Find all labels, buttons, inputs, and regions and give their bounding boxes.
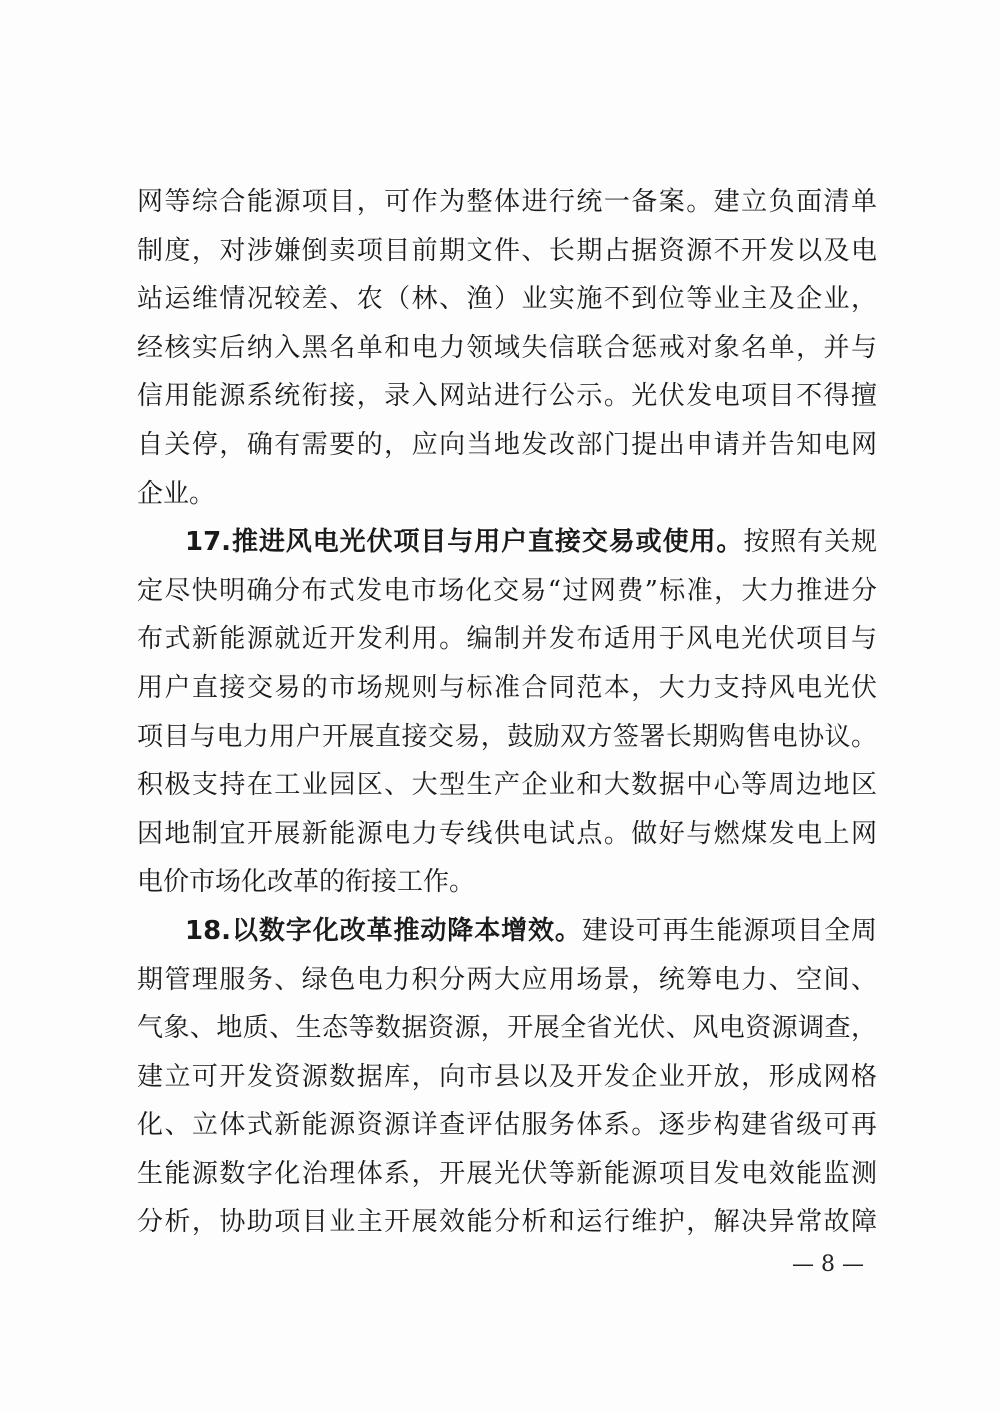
text-line-first [137, 907, 877, 956]
text-line: 布式新能源就近开发利用。编制并发布适用于风电光伏项目与 [137, 624, 877, 655]
text-line: 积极支持在工业园区、大型生产企业和大数据中心等周边地区 [137, 770, 877, 801]
text-line: 生能源数字化治理体系，开展光伏等新能源项目发电效能监测 [137, 1158, 877, 1189]
text-line-first [137, 518, 877, 567]
text-line: 建立可开发资源数据库，向市县以及开发企业开放，形成网格 [137, 1061, 877, 1092]
item-heading-18: 18.以数字化改革推动降本增效。 [185, 915, 582, 946]
text-line: 信用能源系统衔接，录入网站进行公示。光伏发电项目不得擅 [137, 381, 877, 412]
item-first-line-text: 按照有关规 [743, 527, 877, 558]
paragraph-continuation [137, 178, 877, 518]
text-line: 网等综合能源项目，可作为整体进行统一备案。建立负面清单 [137, 187, 877, 217]
text-line: 定尽快明确分布式发电市场化交易“过网费”标准，大力推进分 [137, 575, 877, 606]
page-number: — 8 — [792, 1252, 864, 1277]
text-line: 制度，对涉嫌倒卖项目前期文件、长期占据资源不开发以及电 [137, 235, 877, 266]
text-line: 企业。 [137, 478, 216, 509]
text-line: 化、立体式新能源资源详查评估服务体系。逐步构建省级可再 [137, 1110, 877, 1141]
text-line: 站运维情况较差、农（林、渔）业实施不到位等业主及企业， [137, 284, 877, 315]
document-body [137, 178, 877, 1247]
text-line: 电价市场化改革的衔接工作。 [137, 867, 476, 898]
text-line: 经核实后纳入黑名单和电力领域失信联合惩戒对象名单，并与 [137, 332, 877, 363]
item-first-line-text: 建设可再生能源项目全周 [581, 915, 877, 946]
paragraph-item-17 [137, 518, 877, 907]
text-line: 项目与电力用户开展直接交易，鼓励双方签署长期购售电协议。 [137, 721, 877, 752]
paragraph-item-18 [137, 907, 877, 1247]
text-line: 因地制宜开展新能源电力专线供电试点。做好与燃煤发电上网 [137, 818, 877, 849]
item-heading-17: 17.推进风电光伏项目与用户直接交易或使用。 [185, 527, 744, 558]
text-line: 气象、地质、生态等数据资源，开展全省光伏、风电资源调查， [137, 1013, 877, 1044]
text-line: 分析，协助项目业主开展效能分析和运行维护，解决异常故障 [137, 1207, 877, 1238]
text-line: 自关停，确有需要的，应向当地发改部门提出申请并告知电网 [137, 429, 877, 460]
text-line: 用户直接交易的市场规则与标准合同范本，大力支持风电光伏 [137, 672, 877, 703]
text-line: 期管理服务、绿色电力积分两大应用场景，统筹电力、空间、 [137, 964, 877, 995]
